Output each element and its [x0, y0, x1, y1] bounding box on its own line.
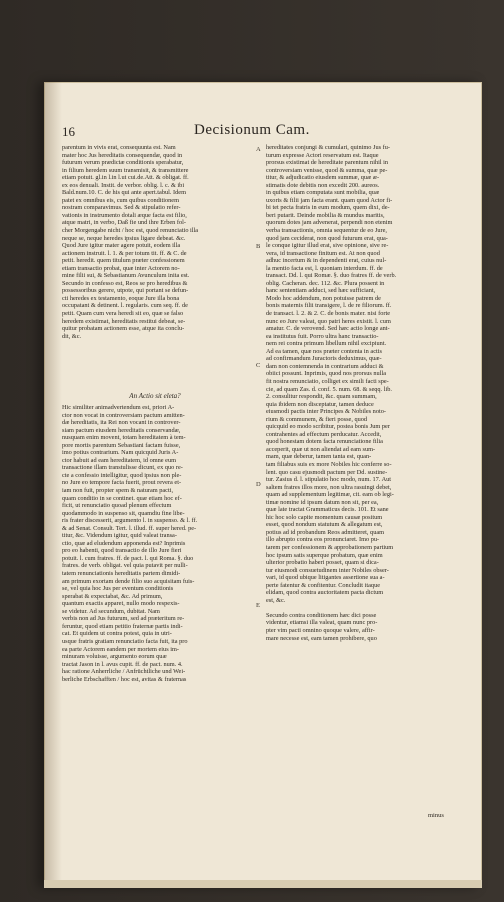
- text-line: saltem fratres illos more, non ultra rasuingi debet,: [266, 483, 392, 491]
- text-line: quorum dotes jam advenerat, perpendi non etenim: [266, 219, 393, 227]
- text-line: in quibus etiam computata sunt mobilia, quæ: [266, 189, 380, 197]
- text-line: beri putarit. Deinde mobilia & mundus maritis,: [266, 211, 385, 219]
- text-line: usque fratris gratiam renunciatio facta fuit, ita pro: [62, 637, 188, 645]
- text-line: ris frater discesserit, argumento l. in suspenso. & l. ff.: [62, 517, 198, 525]
- left-top-paragraph: [62, 144, 248, 340]
- text-line: obiici possunt. Inprimis, quod nos prorsus nulla: [266, 370, 386, 378]
- text-line: imo potius contrarium. Nam quicquid Juris A-: [62, 449, 179, 457]
- text-line: quia ibidem non disceptatur, tamen deduce: [266, 400, 374, 408]
- text-line: quod honestam dotem facta renunciatione filia: [266, 438, 383, 446]
- text-line: dit, &c.: [62, 332, 82, 340]
- text-line: Secundo contra conditionem hæc dici posse: [266, 611, 377, 619]
- text-line: am primum exortam dende filio suo acquisitam fuis-: [62, 577, 195, 585]
- text-line: ea parte Actorem eandem per mortem eius im-: [62, 645, 179, 653]
- margin-letter: E: [256, 602, 260, 609]
- text-line: & ad Senat. Consult. Tert. l. illud. ff. super hered. pe-: [62, 524, 197, 532]
- text-line: contrahentes ad effectum perducatur. Accedit,: [266, 430, 382, 438]
- page-header: [62, 124, 462, 142]
- text-line: quod jam ceciderat, non quod futurum erat, qua-: [266, 234, 388, 242]
- text-line: cie, ad quam Zas. d. conf. 5. num. 68. & seqq. lib.: [266, 385, 392, 393]
- text-line: parentum in vivis erat, consequunta est. Nam: [62, 144, 176, 151]
- text-line: adhuc incertum & in dependenti erat, cuius nul-: [266, 257, 387, 265]
- running-head: Decisionum Cam.: [194, 122, 310, 138]
- text-line: nusquam enim movent, totam hereditatem à tem-: [62, 434, 186, 442]
- text-line: tam filiabus suis ex more Nobiles hic conferre so-: [266, 460, 392, 468]
- text-line: hac ratione Anherrliche / Anfrüchtliche und Wei-: [62, 668, 186, 676]
- text-line: atque matri, in verbo, Daß fie und ihre Erben fol-: [62, 219, 186, 227]
- text-line: ctor habuit ad eam hereditatem, id omne eum: [62, 456, 177, 464]
- text-line: verba transactionis, omnia sequentur de eo Jure,: [266, 227, 387, 235]
- text-line: oblig. Cacheran. dec. 112. &c. Plura possent in: [266, 279, 385, 287]
- text-line: vationis in instrumento dotali æque facta est filio,: [62, 211, 187, 219]
- text-line: Secundo in confesso est, Reos se pro heredibus &: [62, 279, 188, 287]
- text-line: actionem instruit. l. 1. & per totum tit. ff. & C. de: [62, 249, 187, 257]
- text-line: mine filii sui, & Sebastianum Avunculum inita est.: [62, 272, 190, 280]
- text-line: siam pactum eiusdem hereditatis conservandæ,: [62, 426, 181, 434]
- text-line: tarem per confessionem & approbationem partium: [266, 543, 394, 551]
- text-line: 2. consulitur respondit, &c. quam summam,: [266, 393, 377, 401]
- left-bottom-paragraph: [62, 404, 248, 683]
- text-line: dam non contemnenda in contrarium adduci &: [266, 362, 384, 370]
- text-line: quitur probatam actionem esse, atque ita conclu-: [62, 325, 185, 333]
- text-line: ctor non vocat in controversiam pactum amitten-: [62, 411, 185, 419]
- text-line: uxoris & filii jam facta erant. quam quod Actor fi-: [266, 196, 393, 204]
- text-line: bi tet pecta fratris in eum modum, quem dixi, de-: [266, 204, 390, 212]
- text-line: hereditates conjungi & cumulari, quinimo Jus fu-: [266, 144, 390, 151]
- text-line: se, vel quia hoc Jus per eventum conditionis: [62, 585, 174, 593]
- text-line: quam conditio in se continet. quæ etiam hoc ef-: [62, 494, 182, 502]
- text-line: patet ex omnibus eis, cum quibus conditionem: [62, 196, 179, 204]
- text-line: elidam, quod contra auctoritatem pacta dictum: [266, 589, 384, 597]
- text-line: cte a confessio intelligitur, quod ipsius non ple-: [62, 471, 182, 479]
- text-line: le conque igitur illud erat, sive opinione, sive re-: [266, 242, 389, 250]
- margin-letter: B: [256, 243, 261, 250]
- text-line: ctio, quæ ad eludendum apponenda est? Inprimis: [62, 539, 186, 547]
- text-line: nunc eo Jure valeat, quo patri heres existit. l. cum: [266, 317, 391, 325]
- text-line: vari, id quod ubique litigantes assertione sua a-: [266, 574, 385, 582]
- text-line: potius ad id probandum Reos admitteret, quam: [266, 528, 385, 536]
- text-line: esset, quod nondum statutum & allegatum est,: [266, 521, 383, 529]
- text-line: iam non fuit, propter spem & naturam pacti,: [62, 487, 174, 495]
- text-line: etiam transactio probat, quæ inter Actorem no-: [62, 264, 180, 272]
- text-line: quæ late tractat Grammaticus decis. 101. Et sane: [266, 506, 389, 514]
- text-line: heredem existimat, hereditatis restitui debeat, se-: [62, 317, 186, 325]
- text-line: transactione illam transtulisse dicunt, ex quo re-: [62, 464, 183, 472]
- text-line: ficit, ut renunciatio quoad plenum effectum: [62, 502, 172, 510]
- text-line: perte fatentur & confitentur. Concludit itaque: [266, 581, 381, 589]
- section-heading: An Actio sit eleta?: [129, 392, 181, 400]
- text-line: nem rei contra primum libellum nihil excipiunt.: [266, 340, 387, 348]
- text-line: ulterior probatio haberi posset, quam si dica-: [266, 559, 379, 567]
- text-line: feruntur, quod etiam petitio fraternæ partis indi-: [62, 622, 183, 630]
- text-line: pore mortis parentum Sebastiani factam fuisse,: [62, 441, 181, 449]
- text-line: Modo hoc addendum, non potuisse patrem de: [266, 294, 381, 302]
- text-line: acceperit, quæ ut non aliendat ad eam sum-: [266, 445, 376, 453]
- right-paragraph: [266, 144, 452, 642]
- text-line: rium & communem, & fieri posse, quod: [266, 415, 368, 423]
- text-line: petit. Quam cum vera heredi sit eo, quæ se falso: [62, 310, 184, 318]
- text-line: bonis maternis filii transigere, l. de re filiorum. ff.: [266, 302, 392, 310]
- text-line: est, &c.: [266, 596, 286, 604]
- text-line: controversiam venisse, quod & summa, quæ pe-: [266, 166, 388, 174]
- text-line: tatem renunciationis hereditatis partem dimidi-: [62, 570, 181, 578]
- text-line: videntur, etiamsi illa valeat, quam nunc pro-: [266, 619, 378, 627]
- catchword: minus: [428, 812, 444, 819]
- text-line: titur, & adjudicatio eiusdem summæ, quæ æ-: [266, 174, 380, 182]
- text-line: no Jure eo tempore facta fuerit, prout revera et-: [62, 479, 182, 487]
- text-line: berliche Erbschafften / hoc est, avitas & fraternas: [62, 675, 187, 683]
- text-line: eiusmodi pactis inter Principes & Nobiles noto-: [266, 408, 386, 416]
- text-line: minuram voluisse, argumento eorum quæ: [62, 653, 167, 661]
- text-line: quodammodo in suspenso sit, quamdiu fine libe-: [62, 509, 185, 517]
- text-line: futurum verum prædictæ conditionis sperabatur,: [62, 159, 184, 167]
- text-line: quam ad supplementum legitimæ, cit. eam ob legi-: [266, 491, 394, 499]
- margin-letter: C: [256, 362, 261, 369]
- left-column-top: [62, 144, 248, 340]
- text-line: fratres. de verb. obligat. vel quia putavit per nulli-: [62, 562, 188, 570]
- text-line: illo abrupto contra eos pronunciaret. Imo pu-: [266, 536, 380, 544]
- text-line: tur eiusmodi consuetudinem inter Nobiles obser-: [266, 566, 389, 574]
- text-line: la mentio facta est, l. quoniam interdum. ff. de: [266, 264, 383, 272]
- text-line: pro eo habenti, quod transactio de illo Jure fieri: [62, 547, 182, 555]
- text-line: Hic similiter animadvertendum est, priori A-: [62, 404, 175, 411]
- text-line: hic hoc solo capite momentum causæ positum: [266, 513, 383, 521]
- text-line: ea institutus fuit. Porro ultra hanc transactio-: [266, 332, 379, 340]
- text-line: lent. quo casu ejusmodi pactum per Dd. sustine-: [266, 468, 388, 476]
- text-line: mam, quæ deberur, tamen tanta est, quan-: [266, 453, 372, 461]
- text-line: mater hoc Jus hereditatis consequendæ, quod in: [62, 151, 183, 159]
- text-line: tur. Zasius d. l. stipulatio hoc modo, num. 17. Aut: [266, 476, 392, 484]
- text-line: amatur. C. de verovend. Sed hæc actio longe ant-: [266, 325, 390, 333]
- left-column-bottom: [62, 404, 248, 683]
- margin-letter: A: [256, 146, 261, 153]
- text-line: titur, &c. Videndum igitur, quid valeat transa-: [62, 532, 177, 540]
- text-line: hoc ipsum satis superque probatum, quæ enim: [266, 551, 383, 559]
- text-line: de transact. l. 2. & 2. C. de bonis mater. nisi forte: [266, 310, 390, 318]
- text-line: Quod Jure igitur mater agere potuit, eodem illa: [62, 242, 181, 250]
- text-line: Ad ea tamen, quæ nos præter contenta in actis: [266, 347, 382, 355]
- text-line: sperabat & expectabat, &c. Ad primum,: [62, 592, 163, 600]
- text-line: nostram comparavimus. Sed & stipulatio refer-: [62, 204, 181, 212]
- text-line: se videtur. Ad secundum, dubitat. Nam: [62, 607, 160, 615]
- text-line: etiam potuit. gl.in l.in l.ut cui.de.Att. & obligat. ff.: [62, 174, 189, 182]
- text-line: vera, id transactione finitum est. At non quod: [266, 249, 380, 257]
- text-line: verbis non ad Jus futurum, sed ad præteritum re-: [62, 615, 185, 623]
- margin-letter: D: [256, 481, 261, 488]
- text-line: Bald.num.10. C. de his qui ante apert.tabul. Idem: [62, 189, 186, 197]
- text-line: dæ hereditatis, ita Rei non vocant in controver-: [62, 419, 181, 427]
- text-line: tractat Jason in l. avus cupit. ff. de pact. num. 4.: [62, 660, 183, 668]
- text-line: cher Morgengabe nicht / hoc est, quod renunciatio illa: [62, 227, 199, 235]
- text-line: timæ nomine id ipsum datum non sit, per ea,: [266, 498, 379, 506]
- text-line: hanc sententiam adduci, sed hæc sufficiant,: [266, 287, 376, 295]
- text-line: fit nostra renunciatio, colliget ex simili facti spe-: [266, 377, 389, 385]
- text-line: prorsus existimat de hereditate parentum nihil in: [266, 159, 389, 167]
- text-line: neque se, neque heredes ipsius ligare debeat. &c.: [62, 234, 186, 242]
- text-line: pter vim pacti omnino quoque valere, affir-: [266, 627, 375, 634]
- text-line: ad confirmandum Juractoris deduximus, quæ-: [266, 355, 382, 363]
- text-line: cti heredes ex testamento, eoque Jure illa bona: [62, 294, 180, 302]
- text-line: cat. Et quidem ut contra potest, quia in utri-: [62, 630, 172, 638]
- text-line: transact. Dd. l. qui Romæ. §. duo fratres ff. de verb.: [266, 272, 397, 280]
- text-line: petit. heredit. quem titulum præter confessionem: [62, 257, 185, 265]
- page-bottom-edge: [44, 880, 482, 888]
- text-line: quantum exactis apparet, nullo modo respexis-: [62, 600, 180, 608]
- text-line: quicquid eo modo scribitur, postea bonis Jum per: [266, 423, 390, 431]
- text-line: occupatant & detinent. l. regularis. cum seq. ff. de: [62, 302, 188, 310]
- text-line: ex eos denuali. Instit. de verbor. oblig. l. c. & ibi: [62, 181, 185, 189]
- right-column: [266, 144, 452, 642]
- text-line: [266, 604, 452, 612]
- text-line: possessoribus gerere, utpote, qui portant se defun-: [62, 287, 189, 295]
- page-number: 16: [62, 124, 75, 139]
- text-line: in filium heredem suum transmisit, & transmittere: [62, 166, 189, 174]
- text-line: mare necesse est, eam tamen prohibere, quo: [266, 634, 377, 642]
- text-line: potuit. l. cum fratres. ff. de pact. l. qui Roma. §. duo: [62, 554, 194, 562]
- text-line: turum expresse Actori reservatum est. Itaque: [266, 151, 379, 159]
- text-line: stimatis dote debitis non excedit 200. aureos.: [266, 181, 380, 189]
